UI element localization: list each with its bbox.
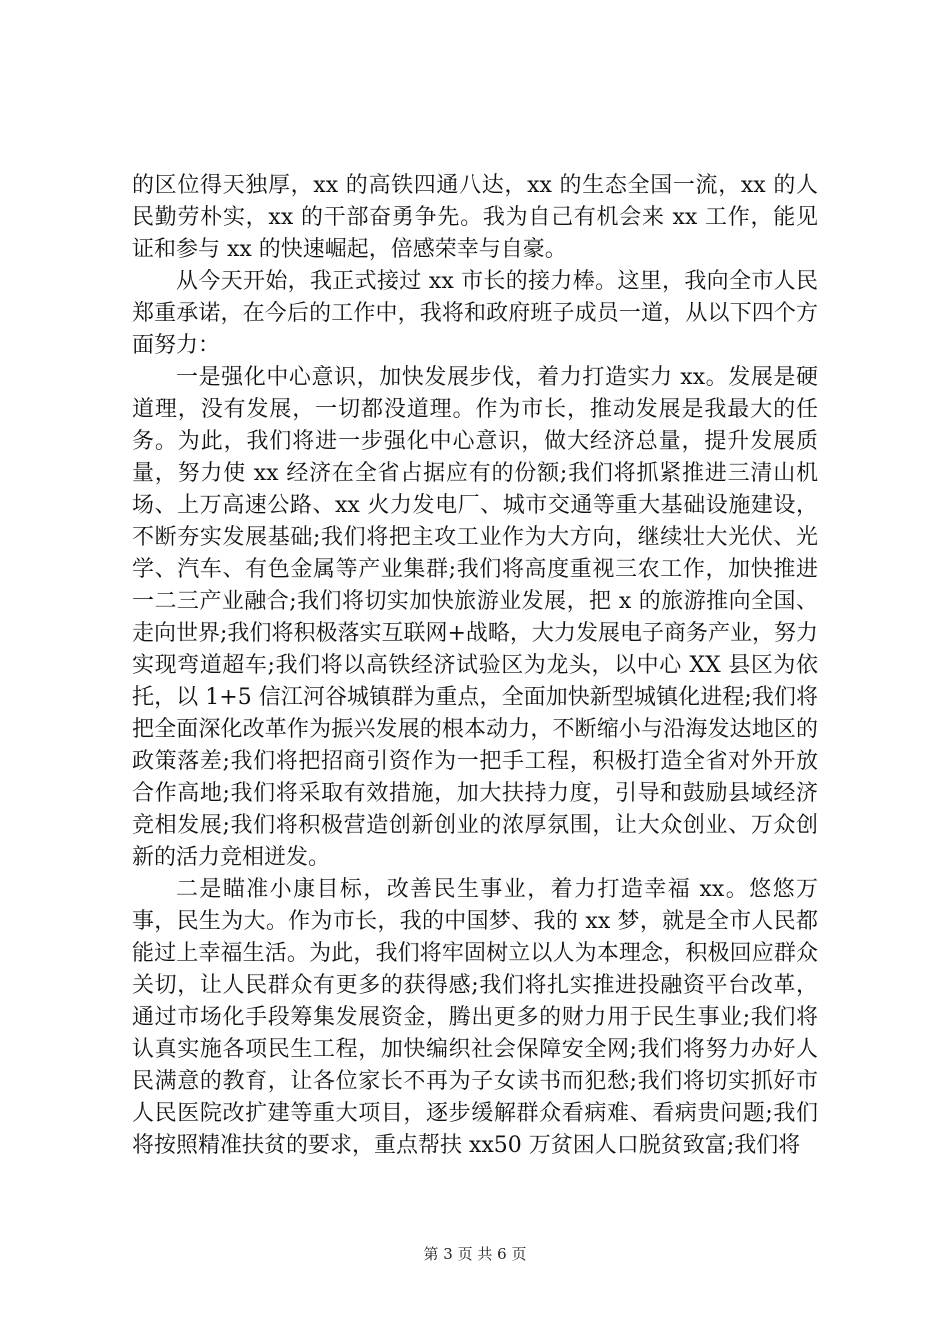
paragraph-2: 从今天开始，我正式接过 xx 市长的接力棒。这里，我向全市人民郑重承诺，在今后的工作中，我将和政府班子成员一道，从以下四个方面努力： [132, 269, 818, 358]
paragraph-3: 一是强化中心意识，加快发展步伐，着力打造实力 xx。发展是硬道理，没有发展，一切都没道理。作为市长，推动发展是我最大的任务。为此，我们将进一步强化中心意识，做大经济总量，提升发展质量，努力使 xx 经济在全省占据应有的份额;我们将抓紧推进三清山机场、上万高速公路、xx 火力发电厂、城市交通等重大基础设施建设，不断夯实发展基础;我们将把主攻工业作为大方向，继续壮大光伏、光学、汽车、有色金属等产业集群;我们将高度重视三农工作，加快推进一二三产业融合;我们将切实加快旅游业发展，把 x 的旅游推向全国、走向世界;我们将积极落实互联网+战略，大力发展电子商务产业，努力实现弯道超车;我们将以高铁经济试验区为龙头，以中心 XX 县区为依托，以 1+5 信江河谷城镇群为重点，全面加快新型城镇化进程;我们将把全面深化改革作为振兴发展的根本动力，不断缩小与沿海发达地区的政策落差;我们将把招商引资作为一把手工程，积极打造全省对外开放合作高地;我们将采取有效措施，加大扶持力度，引导和鼓励县域经济竞相发展;我们将积极营造创新创业的浓厚氛围，让大众创业、万众创新的活力竞相迸发。 [132, 365, 818, 870]
paragraph-4: 二是瞄准小康目标，改善民生事业，着力打造幸福 xx。悠悠万事，民生为大。作为市长，我的中国梦、我的 xx 梦，就是全市人民都能过上幸福生活。为此，我们将牢固树立以人为本理念，积极回应群众关切，让人民群众有更多的获得感;我们将扎实推进投融资平台改革，通过市场化手段筹集发展资金，腾出更多的财力用于民生事业;我们将认真实施各项民生工程，加快编织社会保障安全网;我们将努力办好人民满意的教育，让各位家长不再为子女读书而犯愁;我们将切实抓好市人民医院改扩建等重大项目，逐步缓解群众看病难、看病贵问题;我们将按照精准扶贫的要求，重点帮扶 xx50 万贫困人口脱贫致富;我们将 [132, 877, 818, 1158]
document-body [132, 170, 818, 1162]
page-footer [0, 1244, 950, 1264]
page-number-label: 第 3 页 共 6 页 [423, 1245, 527, 1263]
paragraph-1: 的区位得天独厚，xx 的高铁四通八达，xx 的生态全国一流，xx 的人民勤劳朴实，xx 的干部奋勇争先。我为自己有机会来 xx 工作，能见证和参与 xx 的快速崛起，倍感荣幸与自豪。 [132, 173, 818, 262]
